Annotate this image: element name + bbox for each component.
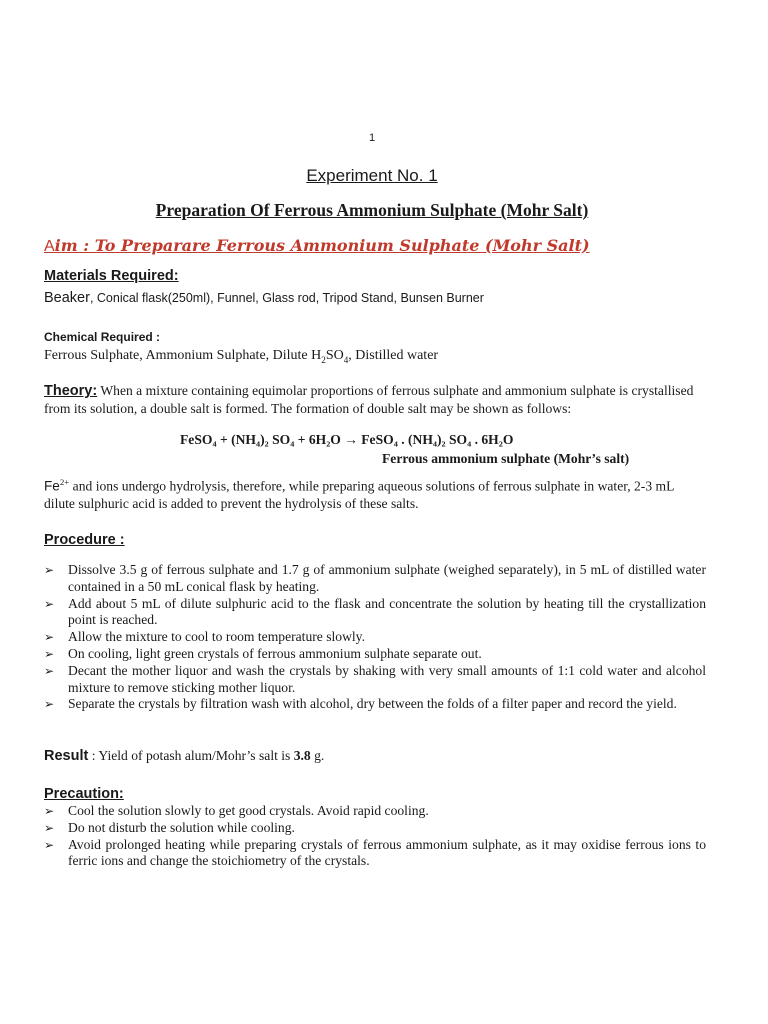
procedure-step: On cooling, light green crystals of ferrous ammonium sulphate separate out. bbox=[68, 645, 482, 661]
list-item bbox=[44, 629, 706, 646]
arrow-bullet-icon: ➢ bbox=[44, 697, 55, 712]
theory-text: When a mixture containing equimolar proportions of ferrous sulphate and ammonium sulphate is crystallised from its solution, a double salt is formed. The formation of double salt may be shown as follows: bbox=[44, 383, 694, 416]
procedure-step: Allow the mixture to cool to room temperature slowly. bbox=[68, 629, 365, 645]
list-item bbox=[44, 646, 706, 663]
arrow-bullet-icon: ➢ bbox=[44, 646, 55, 661]
chemicals-sub-1: 2 bbox=[321, 354, 326, 365]
materials-rest: , Conical flask(250ml), Funnel, Glass rod, Tripod Stand, Bunsen Burner bbox=[89, 291, 484, 305]
precaution-item: Avoid prolonged heating while preparing crystals of ferrous ammonium sulphate, as it may oxidise ferrous ions to ferric ions and change the stoichiometry of the crystals. bbox=[68, 836, 706, 869]
chemicals-heading: Chemical Required : bbox=[44, 330, 161, 344]
precaution-heading: Precaution: bbox=[44, 786, 124, 802]
hydrolysis-text: and ions undergo hydrolysis, therefore, while preparing aqueous solutions of ferrous sulphate in water, 2-3 mL dilute sulphuric acid is added to prevent the hydrolysis of these salts. bbox=[44, 478, 674, 511]
arrow-bullet-icon: ➢ bbox=[44, 596, 55, 611]
experiment-title: Experiment No. 1 bbox=[306, 166, 438, 185]
theory-paragraph bbox=[44, 382, 706, 417]
precaution-list bbox=[44, 803, 706, 870]
arrow-bullet-icon: ➢ bbox=[44, 663, 55, 678]
hydrolysis-paragraph bbox=[44, 474, 706, 512]
materials-heading: Materials Required: bbox=[44, 268, 179, 284]
precaution-item: Cool the solution slowly to get good crystals. Avoid rapid cooling. bbox=[68, 803, 429, 818]
fe-charge: 2+ bbox=[59, 477, 70, 487]
materials-first-item: Beaker bbox=[44, 290, 90, 306]
result-line bbox=[44, 748, 706, 764]
chemicals-text-b: SO bbox=[325, 348, 344, 363]
result-unit: g. bbox=[310, 748, 325, 763]
procedure-step: Decant the mother liquor and wash the crystals by shaking with very small amounts of 1:1 cold water and alcohol mixture to remove sticking mother liquor. bbox=[68, 662, 706, 695]
arrow-bullet-icon: ➢ bbox=[44, 837, 55, 852]
chemicals-text-a: Ferrous Sulphate, Ammonium Sulphate, Dilute H bbox=[44, 348, 322, 363]
arrow-bullet-icon: ➢ bbox=[44, 563, 55, 577]
precaution-item: Do not disturb the solution while cooling. bbox=[68, 819, 295, 835]
procedure-step: Dissolve 3.5 g of ferrous sulphate and 1.7 g of ammonium sulphate (weighed separately), in 5 mL of distilled water contained in a 50 mL conical flask by heating. bbox=[68, 562, 706, 594]
aim-first-letter: A bbox=[44, 238, 55, 255]
result-text: : Yield of potash alum/Mohr’s salt is bbox=[88, 748, 294, 763]
arrow-bullet-icon: ➢ bbox=[44, 630, 55, 645]
chemicals-list bbox=[44, 348, 744, 365]
materials-list bbox=[44, 290, 744, 306]
procedure-list bbox=[44, 562, 706, 713]
fe-symbol: Fe bbox=[44, 478, 60, 494]
list-item bbox=[44, 596, 706, 630]
procedure-heading: Procedure : bbox=[44, 532, 125, 548]
result-label: Result bbox=[44, 748, 89, 764]
aim-line bbox=[44, 236, 744, 256]
list-item bbox=[44, 696, 706, 713]
aim-text: im : To Preparare Ferrous Ammonium Sulphate (Mohr Salt) bbox=[54, 236, 590, 255]
list-item bbox=[44, 562, 706, 596]
chemicals-sub-2: 4 bbox=[343, 354, 349, 365]
chemicals-text-c: , Distilled water bbox=[348, 348, 439, 363]
arrow-bullet-icon: ➢ bbox=[44, 804, 55, 818]
theory-label: Theory: bbox=[44, 383, 98, 399]
page-number: 1 bbox=[368, 132, 376, 144]
list-item bbox=[44, 663, 706, 697]
list-item bbox=[44, 820, 706, 837]
result-value: 3.8 bbox=[293, 748, 311, 763]
main-title: Preparation Of Ferrous Ammonium Sulphate (Mohr Salt) bbox=[155, 200, 589, 220]
list-item bbox=[44, 803, 706, 820]
reaction-equation: FeSO₄ + (NH₄)₂ SO₄ + 6H₂O → FeSO₄ . (NH₄)₂ SO₄ . 6H₂O bbox=[180, 432, 514, 447]
list-item bbox=[44, 837, 706, 871]
arrow-bullet-icon: ➢ bbox=[44, 820, 55, 835]
procedure-step: Separate the crystals by filtration wash with alcohol, dry between the folds of a filter paper and record the yield. bbox=[68, 696, 677, 712]
product-name: Ferrous ammonium sulphate (Mohr’s salt) bbox=[382, 451, 630, 466]
procedure-step: Add about 5 mL of dilute sulphuric acid to the flask and concentrate the solution by heating till the crystallization point is reached. bbox=[68, 595, 706, 628]
